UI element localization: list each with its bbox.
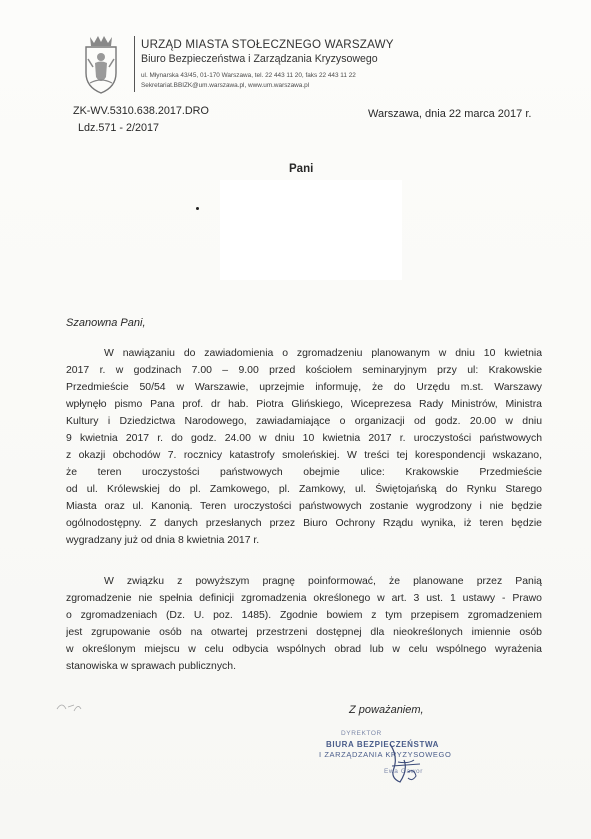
body-line: Miasta oraz ul. Kanonią. Teren uroczystości państwowych zostanie wygrodzony i nie będzie [66,501,542,512]
office-name: URZĄD MIASTA STOŁECZNEGO WARSZAWY [141,38,394,51]
body-line: zgromadzenie nie spełnia definicji zgromadzenia określonego w art. 3 ust. 1 ustawy - Prawo [66,593,542,604]
ink-dot [196,207,199,210]
body-line: stanowiska w sprawach publicznych. [66,661,236,672]
body-line: wpłynęło pismo Pana prof. dr hab. Piotra Glińskiego, Wiceprezesa Rady Ministrów, Ministra [66,399,542,410]
closing: Z poważaniem, [349,704,424,716]
body-line: ogólnodostępny. Z danych przesłanych przez Biuro Ochrony Rządu wynika, iż teren będzie [66,518,542,529]
body-line: w określonym miejscu w celu odbycia wspólnych obrad lub w celu wspólnego wyrażenia [66,644,542,655]
body-line: 2017 r. w godzinach 7.00 – 9.00 przed kościołem seminaryjnym przy ul: Krakowskie [66,365,542,376]
stamp-name: Ewa Gawor [384,768,423,775]
header-divider [134,36,135,92]
salutation: Szanowna Pani, [66,317,146,329]
body-line: Przedmieście 50/54 w Warszawie, uprzejmie informuję, że do Urzędu m.st. Warszawy [66,382,542,393]
place-date: Warszawa, dnia 22 marca 2017 r. [368,108,532,120]
body-line: wygradzany już od dnia 8 kwietnia 2017 r. [66,535,260,546]
handwritten-signature [328,742,458,790]
warsaw-crest-logo [76,33,126,95]
stamp-bureau: BIURA BEZPIECZEŃSTWA [326,740,440,749]
body-line: że teren uroczystości państwowych obejmie ulice: Krakowskie Przedmieście [66,467,542,478]
stamp-title: DYREKTOR [341,730,382,737]
body-line: jest zgrupowanie osób na otwartej przestrzeni dostępnej dla nieokreślonych imiennie osób [66,627,542,638]
body-line: W nawiązaniu do zawiadomienia o zgromadzeniu planowanym w dniu 10 kwietnia [104,348,542,359]
office-contact: Sekretariat.BBIZK@um.warszawa.pl, www.um.warszawa.pl [141,82,310,89]
stamp-department: I ZARZĄDZANIA KRYZYSOWEGO [319,750,452,759]
body-line: Kultury i Dziedzictwa Narodowego, zawiadamiające o organizacji od godz. 20.00 w dniu [66,416,542,427]
ldz-number: Ldz.571 - 2/2017 [78,122,160,134]
stray-pen-marks [54,697,84,717]
bureau-name: Biuro Bezpieczeństwa i Zarządzania Kryzysowego [141,53,378,65]
body-line: W związku z powyższym pragnę poinformować, że planowane przez Panią [104,576,542,587]
body-line: o zgromadzeniach (Dz. U. poz. 1485). Zgodnie bowiem z tym przepisem zgromadzeniem [66,610,542,621]
case-number: ZK-WV.5310.638.2017.DRO [73,105,209,117]
body-line: od ul. Królewskiej do pl. Zamkowego, pl. Zamkowy, ul. Świętojańską do Rynku Starego [66,484,542,495]
addressee: Pani [289,163,314,175]
office-address: ul. Młynarska 43/45, 01-170 Warszawa, tel. 22 443 11 20, faks 22 443 11 22 [141,72,356,79]
redacted-address-block [220,180,402,280]
body-line: 9 kwietnia 2017 r. do godz. 24.00 w dniu 10 kwietnia 2017 r. uroczystości państwowych [66,433,542,444]
body-line: z okazji obchodów 7. rocznicy katastrofy smoleńskiej. W treści tej korespondencji wskazano, [66,450,542,461]
